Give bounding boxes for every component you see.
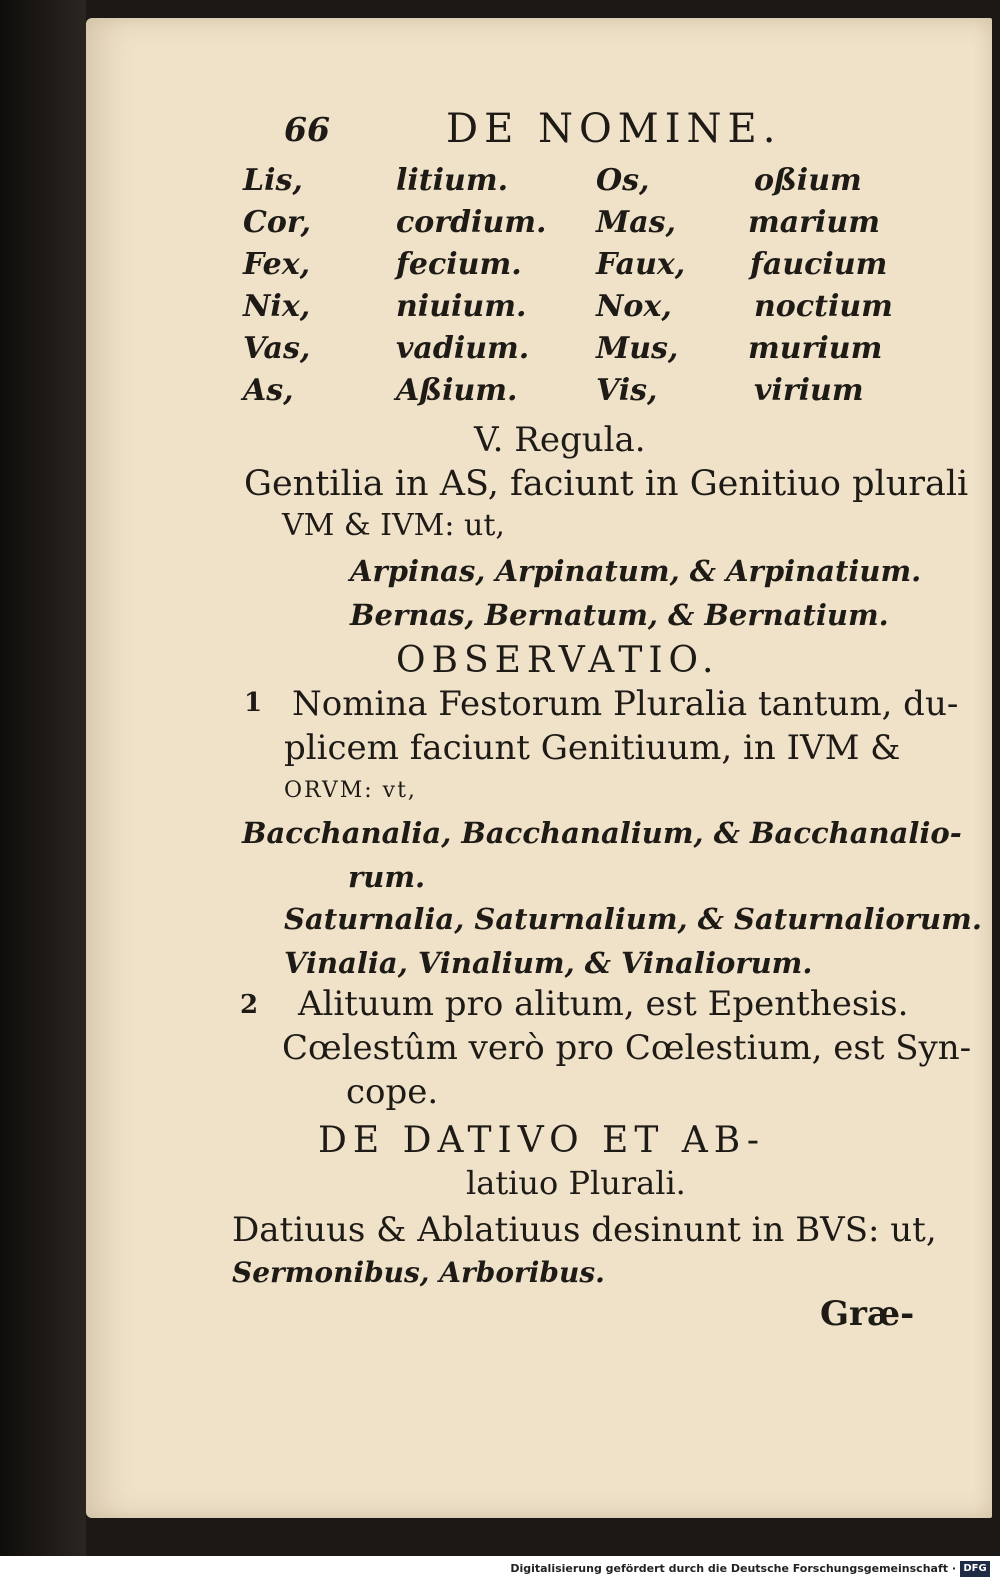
rule-text-line: VM & IVM: ut, xyxy=(282,508,505,543)
rule-text-line: Gentilia in AS, faciunt in Genitiuo plurali xyxy=(244,464,969,504)
observation-line: Cœlestûm verò pro Cœlestium, est Syn- xyxy=(282,1028,972,1068)
observation-line: ORVM: vt, xyxy=(284,778,417,803)
footer-credit: Digitalisierung gefördert durch die Deutsche Forschungsgemeinschaft · xyxy=(510,1562,956,1575)
observation-line: Nomina Festorum Pluralia tantum, du- xyxy=(292,684,959,724)
example-line: Vinalia, Vinalium, & Vinaliorum. xyxy=(284,946,813,980)
example-line: Sermonibus, Arboribus. xyxy=(232,1256,605,1289)
book-page: 66 DE NOMINE. Lis, litium. Os, oßium Cor, cordium. Mas, marium Fex, fecium. Faux, faucium Nix, niuium. Nox, noctium Vas, vadium. Mus, murium As, Aßium. Vis, virium V. Regula. Gentilia in AS, faciunt in Genitiuo plurali VM & IVM: ut, Arpinas, Arpinatum, & Arpinatium. Bernas, Bernatum, & Bernatium. OBSERVATIO. 1 Nomina Festorum Pluralia tantum, du- plicem faciunt Genitiuum, in IVM & ORVM: vt, Bacchanalia, Bacchanalium, & Bacchanalio- rum. Saturnalia, Saturnalium, & Saturnaliorum. Vinalia, Vinalium, & Vinaliorum. 2 Alituum pro alitum, est Epenthesis. Cœlestûm verò pro Cœlestium, est Syn- cope. DE DATIVO ET AB- latiuo Plurali. Datiuus & Ablatiuus desinunt in BVS: ut, Sermonibus, Arboribus. Græ- xyxy=(86,18,992,1518)
example-line: Bernas, Bernatum, & Bernatium. xyxy=(350,598,889,632)
item-number: 1 xyxy=(244,688,263,718)
item-number: 2 xyxy=(240,990,259,1020)
observation-line: cope. xyxy=(346,1072,439,1112)
observation-line: plicem faciunt Genitiuum, in IVM & xyxy=(284,728,901,768)
example-line: rum. xyxy=(348,860,426,894)
section-subheading: latiuo Plurali. xyxy=(466,1164,686,1202)
example-line: Saturnalia, Saturnalium, & Saturnaliorum. xyxy=(284,902,982,936)
observation-line: Alituum pro alitum, est Epenthesis. xyxy=(298,984,909,1024)
dfg-logo-icon: DFG xyxy=(960,1561,990,1577)
running-head: DE NOMINE. xyxy=(446,106,782,152)
book-left-edge xyxy=(0,0,86,1584)
example-line: Bacchanalia, Bacchanalium, & Bacchanalio- xyxy=(242,816,962,850)
section-heading: OBSERVATIO. xyxy=(396,640,720,681)
dative-text-line: Datiuus & Ablatiuus desinunt in BVS: ut, xyxy=(232,1210,937,1250)
rule-title: V. Regula. xyxy=(474,420,646,460)
example-line: Arpinas, Arpinatum, & Arpinatium. xyxy=(350,554,922,588)
page-number: 66 xyxy=(284,110,330,149)
catchword: Græ- xyxy=(820,1294,915,1334)
section-heading: DE DATIVO ET AB- xyxy=(318,1120,766,1161)
